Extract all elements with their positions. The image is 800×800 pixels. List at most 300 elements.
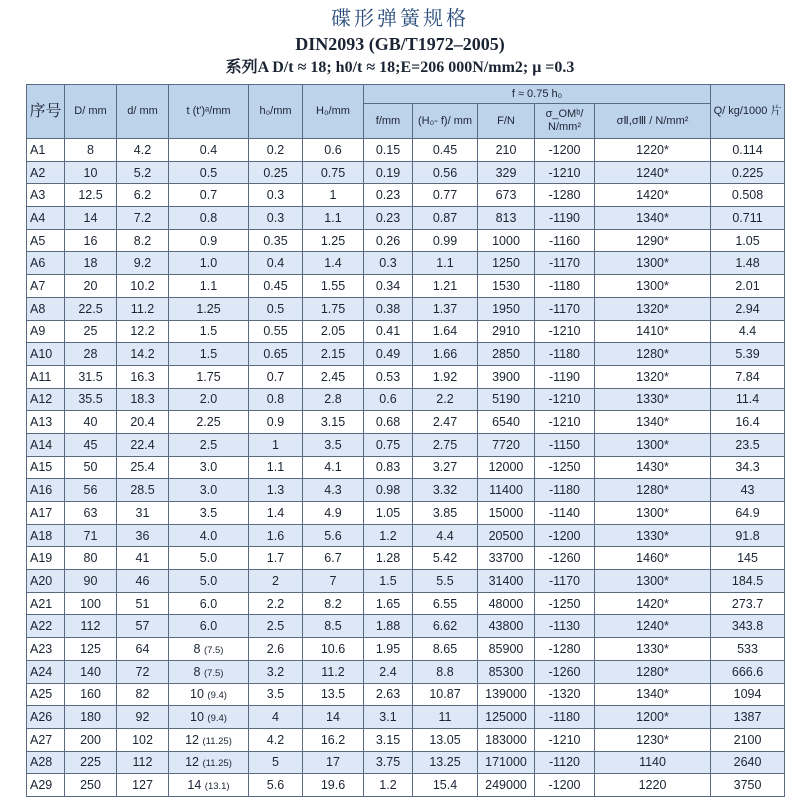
- cell-id: A24: [27, 660, 65, 683]
- cell-H0f: 13.05: [413, 728, 478, 751]
- cell-id: A19: [27, 547, 65, 570]
- cell-sII: 1300*: [595, 433, 711, 456]
- cell-F: 1950: [478, 297, 535, 320]
- cell-h0: 1: [249, 433, 303, 456]
- cell-f: 0.6: [364, 388, 413, 411]
- cell-f: 0.68: [364, 411, 413, 434]
- cell-d: 72: [117, 660, 169, 683]
- table-row: [27, 343, 785, 366]
- cell-f: 0.75: [364, 433, 413, 456]
- cell-t: [169, 774, 249, 797]
- cell-id: A29: [27, 774, 65, 797]
- table-row: [27, 411, 785, 434]
- header-Q: Q/ kg/1000 片: [711, 85, 785, 139]
- cell-D: 50: [65, 456, 117, 479]
- cell-F: 1250: [478, 252, 535, 275]
- cell-d: 7.2: [117, 207, 169, 230]
- cell-H0: 1.25: [303, 229, 364, 252]
- cell-Q: 2100: [711, 728, 785, 751]
- cell-sII: 1300*: [595, 275, 711, 298]
- cell-D: 140: [65, 660, 117, 683]
- cell-f: 0.34: [364, 275, 413, 298]
- cell-Q: 64.9: [711, 502, 785, 525]
- header-h0: h₀/mm: [249, 85, 303, 139]
- cell-Q: 1094: [711, 683, 785, 706]
- cell-sII: 1430*: [595, 456, 711, 479]
- cell-H0: 0.6: [303, 139, 364, 162]
- cell-h0: 0.8: [249, 388, 303, 411]
- cell-f: 3.75: [364, 751, 413, 774]
- cell-d: 57: [117, 615, 169, 638]
- cell-Q: 43: [711, 479, 785, 502]
- cell-H0: 19.6: [303, 774, 364, 797]
- cell-H0f: 13.25: [413, 751, 478, 774]
- cell-F: 3900: [478, 365, 535, 388]
- table-row: [27, 456, 785, 479]
- cell-sOM: -1140: [535, 502, 595, 525]
- cell-H0: 1: [303, 184, 364, 207]
- cell-H0f: 5.42: [413, 547, 478, 570]
- cell-Q: 2.01: [711, 275, 785, 298]
- cell-t: [169, 365, 249, 388]
- cell-sII: 1320*: [595, 365, 711, 388]
- cell-d: 10.2: [117, 275, 169, 298]
- cell-H0: 8.2: [303, 592, 364, 615]
- table-body: [27, 139, 785, 797]
- cell-Q: 1387: [711, 706, 785, 729]
- spring-spec-table: [26, 84, 785, 797]
- thickness-value: 0.5: [199, 165, 218, 180]
- cell-sOM: -1170: [535, 252, 595, 275]
- cell-h0: 0.9: [249, 411, 303, 434]
- table-row: [27, 207, 785, 230]
- cell-F: 43800: [478, 615, 535, 638]
- cell-id: A26: [27, 706, 65, 729]
- cell-D: 28: [65, 343, 117, 366]
- cell-Q: 0.508: [711, 184, 785, 207]
- cell-sOM: -1260: [535, 660, 595, 683]
- table-row: [27, 433, 785, 456]
- cell-t: [169, 683, 249, 706]
- table-row: [27, 638, 785, 661]
- cell-h0: 0.5: [249, 297, 303, 320]
- header-f: f/mm: [364, 104, 413, 139]
- cell-d: 92: [117, 706, 169, 729]
- cell-h0: 0.25: [249, 161, 303, 184]
- table-row: [27, 479, 785, 502]
- cell-H0: 13.5: [303, 683, 364, 706]
- cell-sOM: -1200: [535, 524, 595, 547]
- reduced-thickness-value: (7.5): [203, 644, 224, 656]
- cell-D: 10: [65, 161, 117, 184]
- cell-H0: 2.45: [303, 365, 364, 388]
- cell-F: 1530: [478, 275, 535, 298]
- thickness-value: 1.25: [196, 301, 221, 316]
- table-row: [27, 592, 785, 615]
- cell-t: [169, 229, 249, 252]
- cell-sII: 1300*: [595, 252, 711, 275]
- cell-sII: 1300*: [595, 502, 711, 525]
- cell-sOM: -1210: [535, 320, 595, 343]
- thickness-value: 6.0: [199, 619, 218, 634]
- cell-id: A13: [27, 411, 65, 434]
- cell-d: 36: [117, 524, 169, 547]
- cell-sOM: -1190: [535, 207, 595, 230]
- thickness-value: 5.0: [199, 573, 218, 588]
- table-row: [27, 275, 785, 298]
- cell-D: 80: [65, 547, 117, 570]
- cell-f: 0.23: [364, 207, 413, 230]
- cell-id: A23: [27, 638, 65, 661]
- cell-H0f: 4.4: [413, 524, 478, 547]
- cell-D: 160: [65, 683, 117, 706]
- thickness-value: 2.0: [199, 392, 218, 407]
- cell-D: 225: [65, 751, 117, 774]
- cell-id: A27: [27, 728, 65, 751]
- cell-h0: 0.65: [249, 343, 303, 366]
- cell-sII: 1280*: [595, 479, 711, 502]
- cell-f: 0.83: [364, 456, 413, 479]
- cell-F: 48000: [478, 592, 535, 615]
- cell-H0f: 2.75: [413, 433, 478, 456]
- cell-F: 125000: [478, 706, 535, 729]
- cell-t: [169, 184, 249, 207]
- cell-F: 2850: [478, 343, 535, 366]
- cell-Q: 666.6: [711, 660, 785, 683]
- cell-id: A12: [27, 388, 65, 411]
- cell-t: [169, 547, 249, 570]
- cell-Q: 34.3: [711, 456, 785, 479]
- cell-t: [169, 207, 249, 230]
- cell-D: 180: [65, 706, 117, 729]
- cell-H0f: 0.45: [413, 139, 478, 162]
- cell-H0: 1.55: [303, 275, 364, 298]
- cell-H0: 1.1: [303, 207, 364, 230]
- cell-id: A3: [27, 184, 65, 207]
- cell-f: 1.28: [364, 547, 413, 570]
- cell-d: 5.2: [117, 161, 169, 184]
- cell-t: [169, 252, 249, 275]
- cell-sII: 1340*: [595, 411, 711, 434]
- cell-t: [169, 751, 249, 774]
- thickness-value: 14: [187, 778, 202, 793]
- cell-f: 1.5: [364, 570, 413, 593]
- cell-f: 0.26: [364, 229, 413, 252]
- reduced-thickness-value: (9.4): [207, 713, 227, 725]
- cell-H0f: 5.5: [413, 570, 478, 593]
- cell-f: 1.95: [364, 638, 413, 661]
- cell-id: A2: [27, 161, 65, 184]
- thickness-value: 12: [185, 732, 199, 747]
- cell-h0: 0.7: [249, 365, 303, 388]
- cell-t: [169, 388, 249, 411]
- cell-H0f: 3.85: [413, 502, 478, 525]
- cell-F: 7720: [478, 433, 535, 456]
- cell-Q: 23.5: [711, 433, 785, 456]
- cell-t: [169, 638, 249, 661]
- cell-F: 210: [478, 139, 535, 162]
- cell-H0f: 3.32: [413, 479, 478, 502]
- cell-H0f: 6.62: [413, 615, 478, 638]
- table-row: [27, 615, 785, 638]
- cell-t: [169, 479, 249, 502]
- cell-f: 3.15: [364, 728, 413, 751]
- cell-f: 0.98: [364, 479, 413, 502]
- cell-D: 63: [65, 502, 117, 525]
- cell-t: [169, 706, 249, 729]
- cell-sII: 1230*: [595, 728, 711, 751]
- cell-f: 1.88: [364, 615, 413, 638]
- table-row: [27, 547, 785, 570]
- cell-D: 40: [65, 411, 117, 434]
- thickness-value: 8: [193, 664, 201, 679]
- cell-sOM: -1130: [535, 615, 595, 638]
- cell-h0: 1.4: [249, 502, 303, 525]
- cell-sII: 1220: [595, 774, 711, 797]
- cell-sII: 1200*: [595, 706, 711, 729]
- cell-sOM: -1210: [535, 388, 595, 411]
- header-F: F/N: [478, 104, 535, 139]
- cell-h0: 1.1: [249, 456, 303, 479]
- header-sigma-II-III: σⅡ,σⅢ / N/mm²: [595, 104, 711, 139]
- cell-t: [169, 411, 249, 434]
- cell-h0: 1.3: [249, 479, 303, 502]
- cell-h0: 3.5: [249, 683, 303, 706]
- table-row: [27, 683, 785, 706]
- cell-sII: 1420*: [595, 184, 711, 207]
- cell-sII: 1340*: [595, 683, 711, 706]
- cell-id: A5: [27, 229, 65, 252]
- cell-H0f: 8.65: [413, 638, 478, 661]
- cell-sOM: -1170: [535, 570, 595, 593]
- cell-d: 20.4: [117, 411, 169, 434]
- cell-sOM: -1210: [535, 161, 595, 184]
- header-H0: H₀/mm: [303, 85, 364, 139]
- cell-sII: 1280*: [595, 660, 711, 683]
- cell-sII: 1290*: [595, 229, 711, 252]
- cell-Q: 145: [711, 547, 785, 570]
- cell-F: 139000: [478, 683, 535, 706]
- cell-D: 125: [65, 638, 117, 661]
- cell-sII: 1420*: [595, 592, 711, 615]
- cell-sOM: -1180: [535, 275, 595, 298]
- cell-Q: 533: [711, 638, 785, 661]
- cell-f: 0.53: [364, 365, 413, 388]
- header-D: D/ mm: [65, 85, 117, 139]
- cell-D: 14: [65, 207, 117, 230]
- cell-H0f: 2.47: [413, 411, 478, 434]
- cell-F: 2910: [478, 320, 535, 343]
- cell-H0: 3.15: [303, 411, 364, 434]
- cell-id: A14: [27, 433, 65, 456]
- cell-id: A4: [27, 207, 65, 230]
- cell-sII: 1240*: [595, 161, 711, 184]
- table-row: [27, 524, 785, 547]
- cell-d: 112: [117, 751, 169, 774]
- thickness-value: 5.0: [199, 551, 218, 566]
- cell-H0f: 0.99: [413, 229, 478, 252]
- cell-t: [169, 456, 249, 479]
- cell-d: 102: [117, 728, 169, 751]
- cell-f: 3.1: [364, 706, 413, 729]
- cell-d: 16.3: [117, 365, 169, 388]
- cell-D: 12.5: [65, 184, 117, 207]
- cell-sOM: -1190: [535, 365, 595, 388]
- table-row: [27, 728, 785, 751]
- cell-H0f: 10.87: [413, 683, 478, 706]
- thickness-value: 0.7: [199, 188, 218, 203]
- cell-D: 31.5: [65, 365, 117, 388]
- cell-d: 31: [117, 502, 169, 525]
- cell-sII: 1460*: [595, 547, 711, 570]
- cell-sOM: -1260: [535, 547, 595, 570]
- cell-f: 0.23: [364, 184, 413, 207]
- cell-d: 6.2: [117, 184, 169, 207]
- cell-H0: 1.75: [303, 297, 364, 320]
- cell-D: 250: [65, 774, 117, 797]
- table-row: [27, 161, 785, 184]
- cell-h0: 0.3: [249, 184, 303, 207]
- table-row: [27, 139, 785, 162]
- thickness-value: 1.5: [199, 347, 218, 362]
- cell-h0: 4.2: [249, 728, 303, 751]
- cell-F: 15000: [478, 502, 535, 525]
- cell-H0f: 0.87: [413, 207, 478, 230]
- cell-t: [169, 343, 249, 366]
- cell-f: 0.41: [364, 320, 413, 343]
- table-row: [27, 252, 785, 275]
- cell-t: [169, 139, 249, 162]
- table-row: [27, 706, 785, 729]
- cell-Q: 11.4: [711, 388, 785, 411]
- cell-id: A11: [27, 365, 65, 388]
- cell-id: A7: [27, 275, 65, 298]
- thickness-value: 2.25: [196, 415, 221, 430]
- cell-H0f: 1.1: [413, 252, 478, 275]
- cell-id: A16: [27, 479, 65, 502]
- cell-f: 2.63: [364, 683, 413, 706]
- reduced-thickness-value: (7.5): [203, 667, 224, 679]
- cell-id: A21: [27, 592, 65, 615]
- cell-sOM: -1180: [535, 479, 595, 502]
- cell-Q: 2640: [711, 751, 785, 774]
- cell-t: [169, 502, 249, 525]
- cell-H0: 5.6: [303, 524, 364, 547]
- reduced-thickness-value: (11.25): [202, 735, 232, 747]
- cell-Q: 5.39: [711, 343, 785, 366]
- reduced-thickness-value: (13.1): [204, 781, 230, 793]
- cell-H0: 3.5: [303, 433, 364, 456]
- cell-t: [169, 275, 249, 298]
- cell-h0: 0.45: [249, 275, 303, 298]
- cell-F: 171000: [478, 751, 535, 774]
- cell-Q: 91.8: [711, 524, 785, 547]
- table-row: [27, 184, 785, 207]
- cell-H0: 16.2: [303, 728, 364, 751]
- cell-f: 1.05: [364, 502, 413, 525]
- cell-sII: 1410*: [595, 320, 711, 343]
- thickness-value: 6.0: [199, 596, 218, 611]
- cell-sII: 1220*: [595, 139, 711, 162]
- cell-H0: 0.75: [303, 161, 364, 184]
- cell-id: A18: [27, 524, 65, 547]
- cell-D: 25: [65, 320, 117, 343]
- cell-sOM: -1280: [535, 184, 595, 207]
- cell-d: 11.2: [117, 297, 169, 320]
- cell-sII: 1280*: [595, 343, 711, 366]
- cell-sII: 1340*: [595, 207, 711, 230]
- table-row: [27, 502, 785, 525]
- cell-sOM: -1200: [535, 139, 595, 162]
- cell-sII: 1140: [595, 751, 711, 774]
- cell-D: 200: [65, 728, 117, 751]
- header-deflection-group: f ≈ 0.75 h₀: [364, 85, 711, 104]
- cell-D: 16: [65, 229, 117, 252]
- cell-f: 0.15: [364, 139, 413, 162]
- reduced-thickness-value: (11.25): [202, 758, 232, 770]
- cell-d: 4.2: [117, 139, 169, 162]
- cell-H0: 2.15: [303, 343, 364, 366]
- cell-id: A8: [27, 297, 65, 320]
- cell-sII: 1330*: [595, 638, 711, 661]
- cell-H0f: 1.92: [413, 365, 478, 388]
- thickness-value: 3.5: [199, 505, 218, 520]
- cell-sOM: -1200: [535, 774, 595, 797]
- cell-D: 56: [65, 479, 117, 502]
- cell-h0: 2.5: [249, 615, 303, 638]
- thickness-value: 1.5: [199, 324, 218, 339]
- cell-F: 329: [478, 161, 535, 184]
- cell-Q: 7.84: [711, 365, 785, 388]
- cell-sOM: -1180: [535, 706, 595, 729]
- cell-d: 22.4: [117, 433, 169, 456]
- cell-D: 100: [65, 592, 117, 615]
- cell-H0: 17: [303, 751, 364, 774]
- cell-t: [169, 592, 249, 615]
- cell-D: 20: [65, 275, 117, 298]
- cell-h0: 4: [249, 706, 303, 729]
- thickness-value: 1.1: [199, 278, 218, 293]
- cell-f: 2.4: [364, 660, 413, 683]
- cell-f: 0.19: [364, 161, 413, 184]
- cell-F: 5190: [478, 388, 535, 411]
- cell-h0: 0.35: [249, 229, 303, 252]
- cell-d: 25.4: [117, 456, 169, 479]
- cell-Q: 2.94: [711, 297, 785, 320]
- cell-D: 71: [65, 524, 117, 547]
- cell-d: 127: [117, 774, 169, 797]
- cell-F: 11400: [478, 479, 535, 502]
- thickness-value: 2.5: [199, 437, 218, 452]
- cell-id: A20: [27, 570, 65, 593]
- cell-F: 6540: [478, 411, 535, 434]
- standard-subtitle: DIN2093 (GB/T1972–2005): [295, 34, 505, 54]
- cell-H0: 4.1: [303, 456, 364, 479]
- cell-h0: 0.3: [249, 207, 303, 230]
- cell-h0: 0.2: [249, 139, 303, 162]
- cell-H0f: 1.37: [413, 297, 478, 320]
- thickness-value: 0.4: [199, 142, 218, 157]
- cell-Q: 16.4: [711, 411, 785, 434]
- header-d: d/ mm: [117, 85, 169, 139]
- cell-id: A17: [27, 502, 65, 525]
- cell-d: 82: [117, 683, 169, 706]
- cell-Q: 1.05: [711, 229, 785, 252]
- cell-H0: 4.3: [303, 479, 364, 502]
- cell-f: 0.49: [364, 343, 413, 366]
- cell-t: [169, 524, 249, 547]
- table-row: [27, 297, 785, 320]
